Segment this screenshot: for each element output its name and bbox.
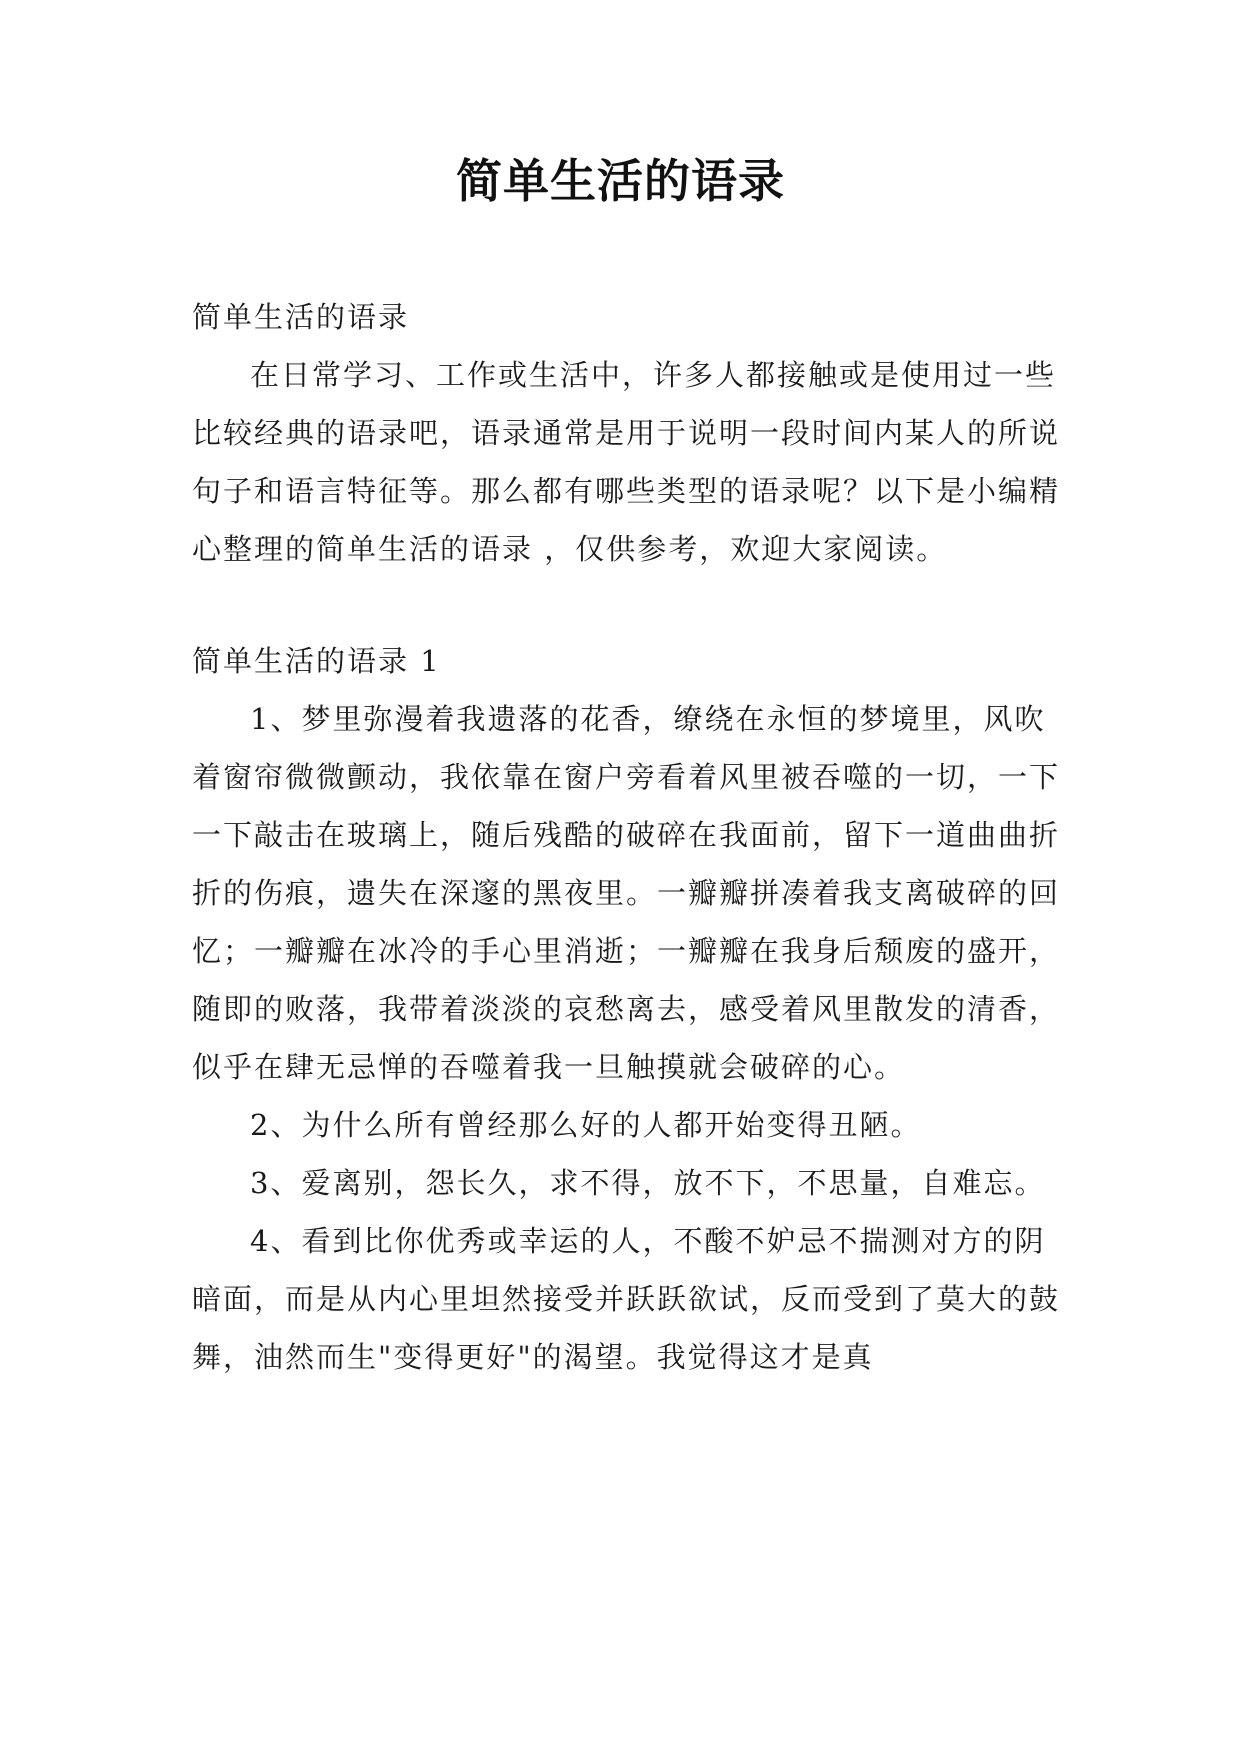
section-1-heading: 简单生活的语录 1 <box>192 644 441 678</box>
document-title: 简单生活的语录 <box>456 154 785 208</box>
intro-heading: 简单生活的语录 <box>192 300 410 334</box>
intro-paragraph: 在日常学习、工作或生活中，许多人都接触或是使用过一些比较经典的语录吧，语录通常是用于说明一段时间内某人的所说句子和语言特征等。那么都有哪些类型的语录呢？以下是小编精心整理的简单生活的语录 ，仅供参考，欢迎大家阅读。 <box>192 358 1061 566</box>
document-body <box>192 288 1062 1386</box>
quote-item-4: 4、看到比你优秀或幸运的人，不酸不妒忌不揣测对方的阴暗面，而是从内心里坦然接受并跃跃欲试，反而受到了莫大的鼓舞，油然而生"变得更好"的渴望。我觉得这才是真 <box>192 1224 1061 1374</box>
section-spacer <box>192 578 1062 632</box>
quote-item-1: 1、梦里弥漫着我遗落的花香，缭绕在永恒的梦境里，风吹着窗帘微微颤动，我依靠在窗户旁看着风里被吞噬的一切，一下一下敲击在玻璃上，随后残酷的破碎在我面前，留下一道曲曲折折的伤痕，遗失在深邃的黑夜里。一瓣瓣拼凑着我支离破碎的回忆；一瓣瓣在冰冷的手心里消逝；一瓣瓣在我身后颓废的盛开，随即的败落，我带着淡淡的哀愁离去，感受着风里散发的清香，似乎在肆无忌惮的吞噬着我一旦触摸就会破碎的心。 <box>192 702 1061 1084</box>
quote-item-2: 2、为什么所有曾经那么好的人都开始变得丑陋。 <box>250 1108 922 1142</box>
quote-item-3: 3、爱离别，怨长久，求不得，放不下，不思量，自难忘。 <box>250 1166 1046 1200</box>
